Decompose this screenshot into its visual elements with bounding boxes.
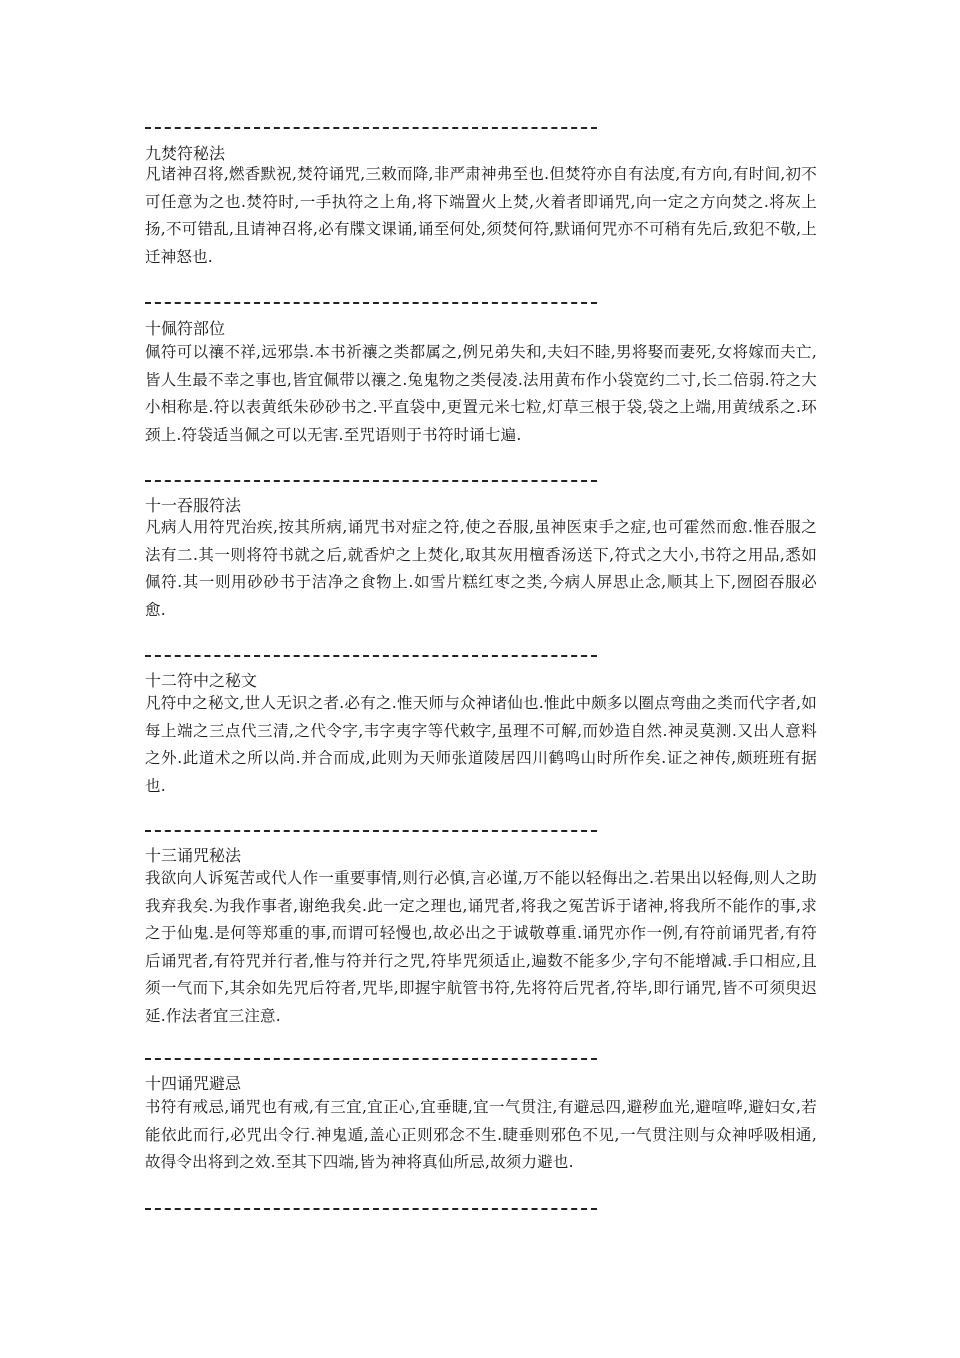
section-title: 十一吞服符法	[145, 496, 242, 515]
section-title: 十佩符部位	[145, 319, 226, 338]
section-divider	[145, 127, 597, 129]
section-body: 我欲向人诉冤苦或代人作一重要事情,则行必慎,言必谨,万不能以轻侮出之.若果出以轻侮,则人之助我弃我矣.为我作事者,谢绝我矣.此一定之理也,诵咒者,将我之冤苦诉于诸神,将我所不能作的事,求之于仙鬼.是何等郑重的事,而谓可轻慢也,故必出之于诚敬尊重.诵咒亦作一例,有符前诵咒者,有符后诵咒者,有符咒并行者,惟与符并行之咒,符毕咒须适止,遍数不能多少,字句不能增减.手口相应,且须一气而下,其余如先咒后符者,咒毕,即握宇航管书符,先将符后咒者,符毕,即行诵咒,皆不可须臾迟延.作法者宜三注意.	[145, 869, 817, 1025]
section-body: 凡诸神召将,燃香默祝,焚符诵咒,三敕而降,非严肃神弗至也.但焚符亦自有法度,有方向,有时间,初不可任意为之也.焚符时,一手执符之上角,将下端置火上焚,火着者即诵咒,向一定之方向焚之.将灰上扬,不可错乱,且请神召将,必有牒文课诵,诵至何处,须焚何符,默诵何咒亦不可稍有先后,致犯不敬,上迁神怒也.	[145, 165, 817, 266]
section-title: 九焚符秘法	[145, 144, 226, 163]
section-body: 佩符可以禳不祥,远邪祟.本书祈禳之类都属之,例兄弟失和,夫妇不睦,男将娶而妻死,女将嫁而夫亡,皆人生最不幸之事也,皆宜佩带以禳之.兔鬼物之类侵凌.法用黄布作小袋宽约二寸,长二倍弱.符之大小相称是.符以表黄纸朱砂砂书之.平直袋中,更置元米七粒,灯草三根于袋,袋之上端,用黄绒系之.环颈上.符袋适当佩之可以无害.至咒语则于书符时诵七遍.	[145, 343, 817, 444]
section-title: 十三诵咒秘法	[145, 846, 242, 865]
section-divider	[145, 302, 597, 304]
section-divider	[145, 830, 597, 832]
section-divider	[145, 655, 597, 657]
section-divider	[145, 1208, 597, 1210]
section-divider	[145, 1058, 597, 1060]
section-title: 十四诵咒避忌	[145, 1074, 242, 1093]
section-divider	[145, 480, 597, 482]
section-title: 十二符中之秘文	[145, 671, 258, 690]
section-body: 书符有戒忌,诵咒也有戒,有三宜,宜正心,宜垂睫,宜一气贯注,有避忌四,避秽血光,避喧哗,避妇女,若能依此而行,必咒出令行.神鬼遁,盖心正则邪念不生.睫垂则邪色不见,一气贯注则与众神呼吸相通,故得令出将到之效.至其下四端,皆为神将真仙所忌,故须力避也.	[145, 1098, 817, 1172]
section-body: 凡病人用符咒治疾,按其所病,诵咒书对症之符,使之吞服,虽神医束手之症,也可霍然而愈.惟吞服之法有二.其一则将符书就之后,就香炉之上焚化,取其灰用檀香汤送下,符式之大小,书符之用品,悉如佩符.其一则用砂砂书于洁净之食物上.如雪片糕红枣之类,今病人屏思止念,顺其上下,囫囵吞服必愈.	[145, 518, 817, 619]
section-body: 凡符中之秘文,世人无识之者.必有之.惟天师与众神诸仙也.惟此中颇多以圈点弯曲之类而代字者,如每上端之三点代三清,之代令字,韦字夷字等代敕字,虽理不可解,而妙造自然.神灵莫测.又出人意料之外.此道术之所以尚.并合而成,此则为天师张道陵居四川鹤鸣山时所作矣.证之神传,颇班班有据也.	[145, 694, 817, 795]
